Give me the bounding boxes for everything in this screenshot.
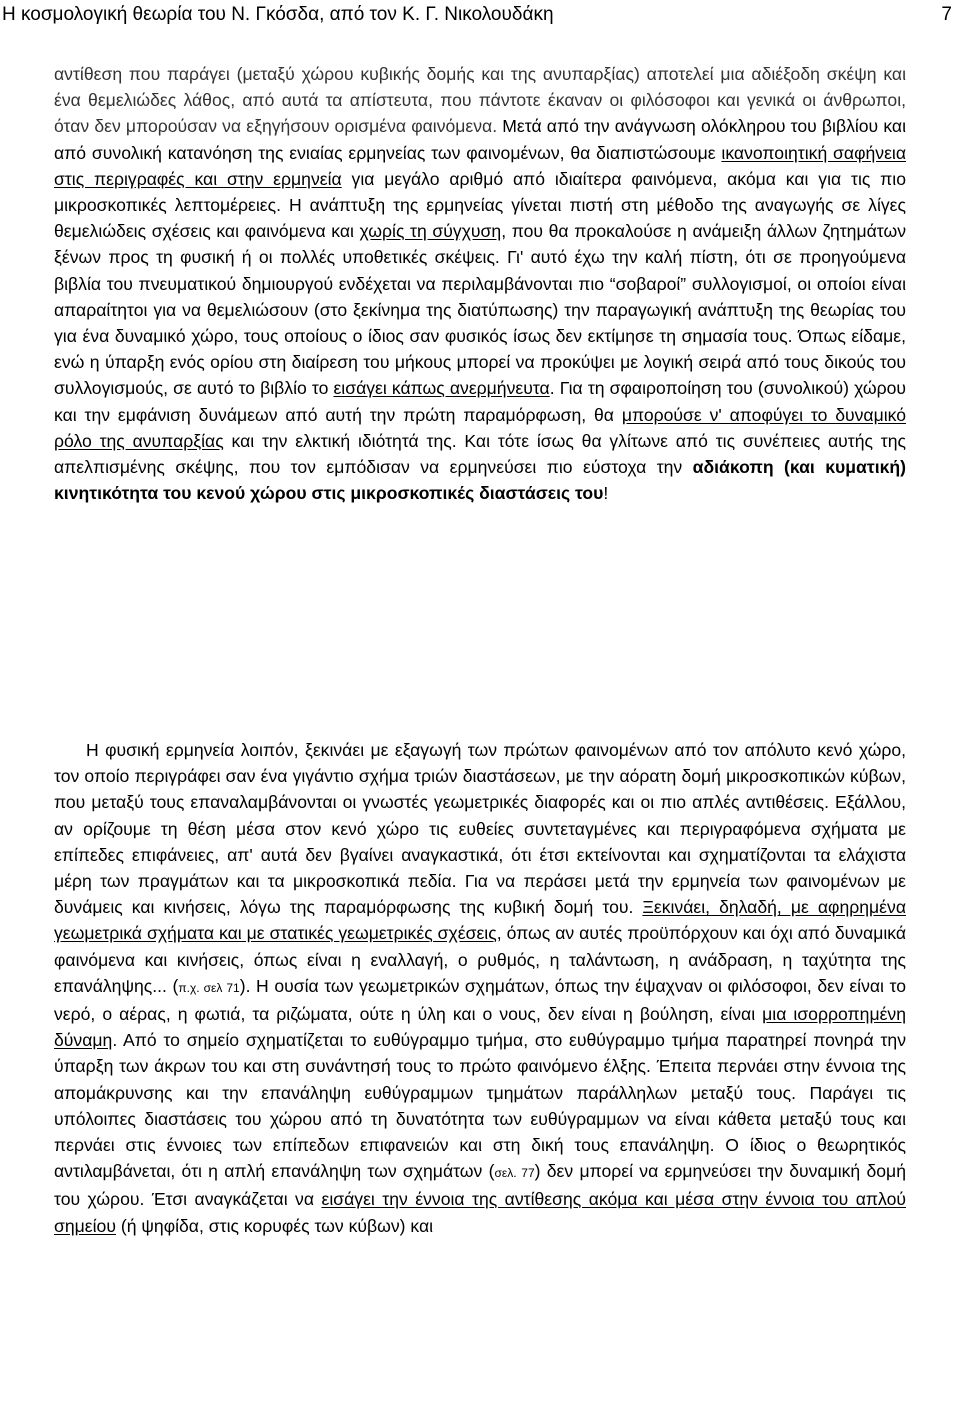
paragraph-1-text: , που θα προκαλούσε η ανάμειξη άλλων ζητημάτων ξένων προς τη φυσική ή οι πολλές υποθετικές σκέψεις. [54,221,907,268]
document-title: Η κοσμολογική θεωρία του Ν. Γκόσδα, από τον Κ. Γ. Νικολουδάκη [2,4,554,25]
paragraph-1-text: Γι' αυτό έχω την καλή πίστη, ότι σε προηγούμενα βιβλία του πνευματικού δημιουργού ενδέχεται να περιλαμβάνονται πιο “σοβαροί” συλλογισμοί, οι οποίοι είναι απαραίτητοι για να θεμελιώσουν (στο ξεκίνημα της διατύπωσης) την παραγωγική ανάπτυξη της θεωρίας του για ένα δυναμικό χώρο, τους οποίους ο ίδιος σαν φυσικός ίσως δεν εκτίμησε τη σημασία τους. Όπως είδαμε, ενώ η ύπαρξη ενός ορίου στη διαίρεση του μήκους μπορεί να προκύψει με λογική σειρά από τους δικούς του συλλογισμούς, σε αυτό το βιβλίο το [54,247,906,399]
underlined-phrase: μπορούσε ν' αποφύγει το δυναμικό ρόλο της ανυπαρξίας [54,404,906,451]
underlined-phrase: εισάγει την έννοια της αντίθεσης ακόμα και μέσα στην έννοια του απλού σημείου [54,1189,906,1236]
paragraph-2-text: ). Η ουσία των γεωμετρικών σχημάτων, όπως την έψαχναν οι φιλόσοφοι, δεν είναι το νερό, ο αέρας, η φωτιά, τα ριζώματα, ούτε η ύλη και ο νους, δεν είναι η βούληση, είναι [54,975,906,1025]
bold-phrase: αδιάκοπη (και κυματική) κινητικότητα του κενού χώρου στις μικροσκοπικές διαστάσεις του [54,457,906,504]
paragraph-1-text: . Για τη σφαιροποίηση του (συνολικού) χώρου και την εμφάνιση δυνάμεων από αυτή την πρώτη παραμόρφωση, θα [54,378,906,425]
page-number: 7 [941,4,952,25]
page-reference: π.χ. σελ 71 [178,980,240,995]
underlined-phrase: ικανοποιητική σαφήνεια στις περιγραφές και στην ερμηνεία [54,142,906,189]
paragraph-1-text: Μετά από την ανάγνωση ολόκληρου του βιβλίου και από συνολική κατανόηση της ενιαίας ερμηνείας των φαινομένων, θα διαπιστώσουμε [54,116,906,163]
page-header [0,0,960,30]
paragraph-1-text: αντίθεση που παράγει (μεταξύ χώρου κυβικής δομής και της ανυπαρξίας) αποτελεί μια αδιέξοδη σκέψη και ένα θεμελιώδες λάθος, από αυτά τα απίστευτα, που πάντοτε έκαναν οι φιλόσοφοι και γενικά οι άνθρωποι, όταν δεν μπορούσαν να εξηγήσουν ορισμένα φαινόμενα. [54,64,906,137]
underlined-phrase: μια ισορροπημένη δύναμη [54,1004,907,1051]
paragraph-1-text: και την ελκτική ιδιότητά της. Και τότε ίσως θα γλίτωνε από τις συνέπειες αυτής της απελπισμένης σκέψης, που τον εμπόδισαν να ερμηνεύσει πιο εύστοχα την [54,430,906,478]
paragraph-2-text: . Από το σημείο σχηματίζεται το ευθύγραμμο τμήμα, στο ευθύγραμμο τμήμα παρατηρεί πονηρά την ύπαρξη των άκρων του και στη συνάντησή τους το πρώτο φαινόμενο έλξης. Έπειτα περνάει στην έννοια της απομάκρυνσης και την επανάληψη ευθύγραμμων τμημάτων παράλληλων μεταξύ τους. Παράγει τις υπόλοιπες διαστάσεις του χώρου από τη δυνατότητα των ευθύγραμμων να είναι κάθετα μεταξύ τους και περνάει στις έννοιες των επίπεδων επιφανειών και στη δική τους επανάληψη. Ο ίδιος ο θεωρητικός αντιλαμβάνεται, ότι η απλή επανάληψη των σχημάτων ( [54,1030,906,1182]
paragraph-1-text: ! [603,483,609,504]
paragraph-2-text: , όπως αν αυτές προϋπόρχουν και όχι από δυναμικά φαινόμενα και κινήσεις, όπως είναι η εναλλαγή, ο ρυθμός, η ταλάντωση, η ανάδραση, η ταχύτητα της επανάληψης... ( [54,923,906,996]
underlined-phrase: χωρίς τη σύγχυση [359,221,502,242]
paragraph-1-text: για μεγάλο αριθμό από ιδιαίτερα φαινόμενα, ακόμα και για τις πιο μικροσκοπικές λεπτομέρειες. [54,168,906,216]
paragraph-1 [54,61,906,506]
paragraph-2-text: ) δεν μπορεί να ερμηνεύσει την δυναμική δομή του χώρου. Έτσι αναγκάζεται να [54,1161,906,1210]
paragraph-2-text: Η φυσική ερμηνεία λοιπόν, ξεκινάει με εξαγωγή των πρώτων φαινομένων από τον απόλυτο κενό χώρο, τον οποίο περιγράφει σαν ένα γιγάντιο σχήμα τριών διαστάσεων, με την αόρατη δομή μικροσκοπικών κύβων, που μεταξύ τους επαναλαμβάνονται οι γνωστές γεωμετρικές διαφορές και οι πιο απλές αντιθέσεις. Εξάλλου, αν ορίζουμε τη θέση μέσα στον κενό χώρο τις ευθείες συντεταγμένες και περιγραφόμενα σχήματα με επίπεδες επιφάνειες, απ' αυτά δεν βγαίνει αναγκαστικά, ότι έτσι εκτείνονται και σχηματίζονται τα ελάχιστα μέρη των πραγμάτων και τα μικροσκοπικά πεδία. Για να περάσει μετά την ερμηνεία των φαινομένων με δυνάμεις και κινήσεις, λόγω της παραμόρφωσης της κυβική δομή του. [54,740,906,918]
paragraph-2 [54,737,906,1239]
paragraph-2-text: (ή ψηφίδα, στις κορυφές των κύβων) και [115,1215,434,1236]
underlined-phrase: εισάγει κάπως ανερμήνευτα [333,378,550,399]
paragraph-1-text: Η ανάπτυξη της ερμηνείας γίνεται πιστή στη μέθοδο της αναγωγής σε λίγες θεμελιώδεις σχέσεις και φαινόμενα και [54,195,906,242]
underlined-phrase: Ξεκινάει, δηλαδή, με αφηρημένα γεωμετρικά σχήματα και με στατικές γεωμετρικές σχέσεις [54,897,906,944]
page-reference: σελ. 77 [494,1166,535,1181]
